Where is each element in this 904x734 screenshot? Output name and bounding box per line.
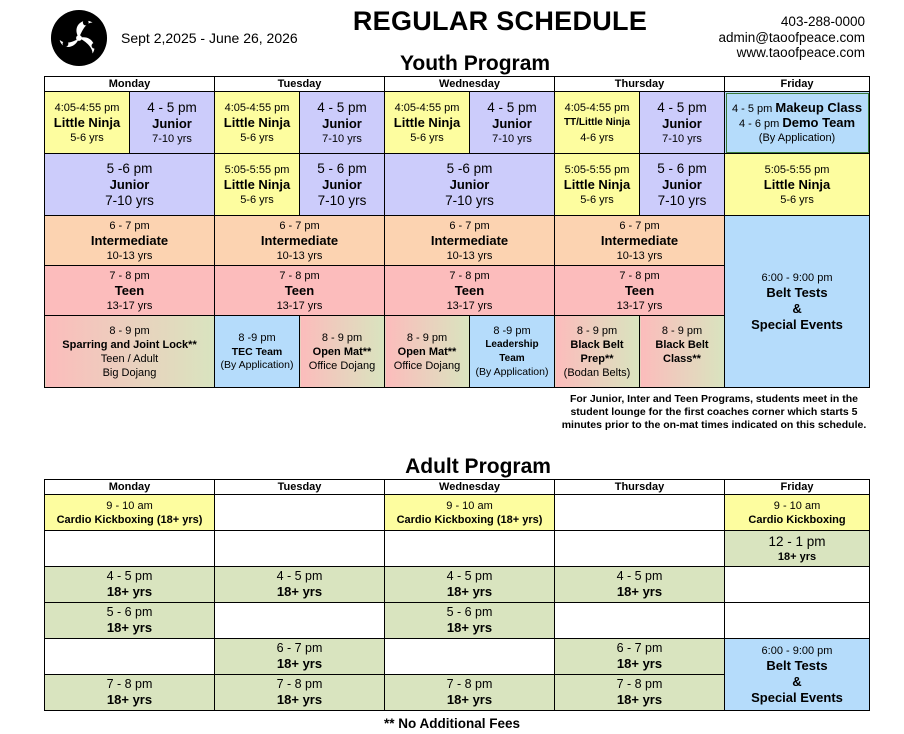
- class-time: 4 - 5 pm: [446, 569, 493, 583]
- class-time: 7 - 8 pm: [449, 269, 490, 282]
- email-link[interactable]: admin@taoofpeace.com: [718, 29, 865, 45]
- class-name: TT/Little Ninja: [563, 116, 631, 128]
- class-time: 9 - 10 am: [446, 499, 493, 512]
- class-name: Intermediate: [90, 232, 169, 248]
- class-age: 18+ yrs: [106, 584, 153, 599]
- class-name: Junior: [322, 115, 362, 131]
- class-name: Prep**: [580, 352, 614, 365]
- class-time: 12 - 1 pm: [768, 533, 826, 549]
- class-cell: [215, 675, 385, 711]
- class-cell: [555, 216, 725, 266]
- class-age: 18+ yrs: [616, 656, 663, 671]
- class-name: Belt Tests: [766, 657, 828, 673]
- class-time: 7 - 8 pm: [276, 677, 323, 691]
- youth-program-title: Youth Program: [399, 52, 551, 75]
- class-age: 18+ yrs: [777, 550, 817, 563]
- empty-cell: [215, 603, 385, 639]
- class-cell: [45, 603, 215, 639]
- class-time: 4:05-4:55 pm: [394, 101, 460, 114]
- class-cell: [385, 675, 555, 711]
- class-cell-friday-makeup: [725, 92, 870, 154]
- class-cell: [385, 216, 555, 266]
- class-name: Makeup Class: [775, 99, 863, 115]
- class-time: 4:05-4:55 pm: [564, 101, 630, 114]
- class-age: 5-6 yrs: [70, 131, 104, 144]
- day-header-wednesday: Wednesday: [385, 480, 555, 495]
- class-name: Open Mat**: [312, 345, 372, 358]
- class-cell: [555, 675, 725, 711]
- class-cell: [385, 266, 555, 316]
- class-age: 5-6 yrs: [240, 193, 274, 206]
- class-time: 9 - 10 am: [773, 499, 821, 512]
- class-name: &: [792, 300, 802, 316]
- class-cell: [45, 316, 215, 388]
- footer-note: ** No Additional Fees: [383, 716, 520, 731]
- class-name: Teen: [114, 282, 145, 298]
- class-age: 18+ yrs: [616, 584, 663, 599]
- class-time: 5 - 6 pm: [657, 160, 707, 176]
- friday-events-cell: [725, 639, 870, 711]
- empty-cell: [725, 567, 870, 603]
- class-age: 13-17 yrs: [106, 299, 153, 312]
- class-note: (Bodan Belts): [563, 366, 631, 379]
- class-age: 18+ yrs: [276, 692, 323, 707]
- class-name: Junior: [492, 115, 532, 131]
- class-age: 5-6 yrs: [240, 131, 274, 144]
- class-cell: [555, 639, 725, 675]
- class-time: 8 -9 pm: [493, 325, 531, 337]
- day-header-monday: Monday: [45, 77, 215, 92]
- class-age: 7-10 yrs: [152, 132, 192, 145]
- class-time: 4 - 5 pm: [317, 99, 367, 115]
- class-name: Little Ninja: [223, 176, 291, 192]
- class-note: (By Application): [758, 131, 836, 144]
- class-note: Teen / Adult: [100, 352, 159, 365]
- class-name: Open Mat**: [397, 345, 457, 358]
- class-cell: [45, 216, 215, 266]
- class-time: 4 - 5 pm: [147, 99, 197, 115]
- class-time: 6 - 7 pm: [619, 219, 660, 232]
- class-name: Junior: [322, 176, 362, 192]
- class-note: (By Application): [475, 366, 549, 378]
- class-age: 13-17 yrs: [276, 299, 323, 312]
- class-name: Leadership: [485, 339, 539, 350]
- class-name: Little Ninja: [563, 176, 631, 192]
- class-cell: [215, 154, 300, 216]
- class-time: 7 - 8 pm: [106, 677, 153, 691]
- class-age: 5-6 yrs: [410, 131, 444, 144]
- class-cell: [300, 316, 385, 388]
- class-name: Little Ninja: [53, 114, 121, 130]
- class-cell: [555, 92, 640, 154]
- empty-cell: [555, 495, 725, 531]
- class-age: 7-10 yrs: [317, 192, 367, 208]
- class-name: Junior: [109, 176, 150, 192]
- empty-cell: [45, 531, 215, 567]
- class-time: 8 - 9 pm: [661, 324, 703, 337]
- class-time: 5 - 6 pm: [106, 605, 153, 619]
- class-name: Intermediate: [600, 232, 679, 248]
- class-time: 8 - 9 pm: [406, 331, 448, 344]
- class-name: Cardio Kickboxing (18+ yrs): [396, 513, 543, 526]
- class-name: Special Events: [751, 689, 843, 705]
- class-location: Office Dojang: [308, 359, 376, 372]
- empty-cell: [45, 639, 215, 675]
- class-cell: [385, 316, 470, 388]
- empty-cell: [555, 603, 725, 639]
- class-age: 7-10 yrs: [492, 132, 532, 145]
- empty-cell: [215, 495, 385, 531]
- class-cell: [725, 154, 870, 216]
- day-header-monday: Monday: [45, 480, 215, 495]
- youth-schedule-table: [44, 76, 870, 388]
- class-location: Big Dojang: [102, 366, 157, 379]
- class-age: 18+ yrs: [276, 584, 323, 599]
- class-time: 7 - 8 pm: [279, 269, 320, 282]
- adult-schedule-table: [44, 479, 870, 711]
- class-age: 10-13 yrs: [616, 249, 663, 262]
- class-age: 13-17 yrs: [616, 299, 663, 312]
- class-time: 7 - 8 pm: [616, 677, 663, 691]
- class-time: 5 -6 pm: [106, 160, 153, 176]
- class-name: Cardio Kickboxing: [748, 513, 846, 526]
- class-name: Special Events: [751, 316, 843, 332]
- class-cell: [555, 154, 640, 216]
- day-header-thursday: Thursday: [555, 480, 725, 495]
- class-cell: [215, 316, 300, 388]
- day-header-friday: Friday: [725, 480, 870, 495]
- class-time: 4:05-4:55 pm: [54, 101, 120, 114]
- class-age: 4-6 yrs: [580, 131, 614, 144]
- class-cell: [555, 266, 725, 316]
- class-age: 7-10 yrs: [445, 192, 494, 208]
- friday-makeup-line: [725, 101, 869, 116]
- class-name: Teen: [624, 282, 655, 298]
- empty-cell: [555, 531, 725, 567]
- class-cell: [45, 266, 215, 316]
- class-cell: [300, 92, 385, 154]
- day-header-thursday: Thursday: [555, 77, 725, 92]
- class-time: 6:00 - 9:00 pm: [761, 644, 833, 657]
- class-cell: [470, 92, 555, 154]
- class-age: 10-13 yrs: [446, 249, 493, 262]
- friday-demo-line: [725, 116, 869, 131]
- spacer: [640, 366, 724, 380]
- class-cell: [555, 316, 640, 388]
- class-time: 7 - 8 pm: [446, 677, 493, 691]
- class-name: Black Belt: [570, 338, 624, 351]
- class-location: Office Dojang: [393, 359, 461, 372]
- class-note: (By Application): [220, 359, 294, 371]
- class-cell: [215, 266, 385, 316]
- class-cell: [385, 603, 555, 639]
- class-name: Little Ninja: [763, 176, 831, 192]
- class-name: Teen: [454, 282, 485, 298]
- class-time: 4 - 5 pm: [276, 569, 323, 583]
- class-time: 6 - 7 pm: [616, 641, 663, 655]
- class-time: 5:05-5:55 pm: [564, 163, 630, 176]
- class-time: 5 - 6 pm: [446, 605, 493, 619]
- class-cell: [640, 154, 725, 216]
- phone: 403-288-0000: [780, 14, 865, 29]
- class-time: 8 - 9 pm: [321, 331, 363, 344]
- day-header-wednesday: Wednesday: [385, 77, 555, 92]
- class-name: Sparring and Joint Lock**: [62, 338, 197, 351]
- class-cell: [385, 154, 555, 216]
- class-name: Belt Tests: [766, 284, 828, 300]
- class-age: 5-6 yrs: [580, 193, 614, 206]
- class-time: 6 - 7 pm: [276, 641, 323, 655]
- class-name: Teen: [284, 282, 315, 298]
- class-age: 13-17 yrs: [446, 299, 493, 312]
- class-cell: [555, 567, 725, 603]
- class-time: 4 - 5 pm: [657, 99, 707, 115]
- class-name: Black Belt: [655, 338, 709, 351]
- empty-cell: [385, 639, 555, 675]
- class-cell: [45, 154, 215, 216]
- class-cell: [45, 495, 215, 531]
- class-name: Junior: [449, 176, 490, 192]
- class-name: Junior: [152, 115, 192, 131]
- class-name: TEC Team: [231, 346, 283, 358]
- class-age: 10-13 yrs: [276, 249, 323, 262]
- class-cell: [385, 495, 555, 531]
- class-cell: [130, 92, 215, 154]
- class-name: Intermediate: [260, 232, 339, 248]
- class-cell: [215, 567, 385, 603]
- class-cell: [45, 92, 130, 154]
- class-age: 10-13 yrs: [106, 249, 153, 262]
- class-time: 6 - 7 pm: [449, 219, 490, 232]
- class-cell: [45, 675, 215, 711]
- class-time: 8 - 9 pm: [576, 324, 618, 337]
- class-time: 5:05-5:55 pm: [764, 163, 830, 176]
- class-name: Class**: [663, 352, 701, 365]
- class-time: 4 - 5 pm: [487, 99, 537, 115]
- class-age: 5-6 yrs: [780, 193, 814, 206]
- page-title-text: REGULAR SCHEDULE: [352, 6, 648, 36]
- class-cell: [470, 316, 555, 388]
- youth-note: For Junior, Inter and Teen Programs, students meet in the student lounge for the first coaches corner which starts 5 minutes prior to the on-mat times indicated on this schedule.: [561, 393, 867, 431]
- class-time: 6:00 - 9:00 pm: [761, 271, 833, 284]
- class-age: 18+ yrs: [446, 692, 493, 707]
- class-time: 5 -6 pm: [446, 160, 493, 176]
- friday-events-cell: [725, 216, 870, 388]
- class-time: 8 - 9 pm: [109, 324, 150, 337]
- class-cell: [45, 567, 215, 603]
- class-time: 6 - 7 pm: [109, 219, 150, 232]
- class-time: 8 -9 pm: [238, 332, 276, 344]
- class-time: 4 - 6 pm: [738, 117, 780, 130]
- date-range: Sept 2,2025 - June 26, 2026: [121, 30, 298, 46]
- day-header-friday: Friday: [725, 77, 870, 92]
- empty-cell: [385, 531, 555, 567]
- class-age: 18+ yrs: [446, 620, 493, 635]
- class-cell: [215, 639, 385, 675]
- adult-program-title: Adult Program: [405, 455, 551, 478]
- class-name: Junior: [662, 115, 702, 131]
- class-time: 4 - 5 pm: [106, 569, 153, 583]
- class-time: 4 - 5 pm: [731, 102, 773, 115]
- day-header-tuesday: Tuesday: [215, 480, 385, 495]
- class-cell: [385, 567, 555, 603]
- class-cell: [640, 92, 725, 154]
- empty-cell: [215, 531, 385, 567]
- class-age: 18+ yrs: [276, 656, 323, 671]
- class-name: Little Ninja: [393, 114, 461, 130]
- class-cell: [215, 216, 385, 266]
- class-name: Demo Team: [782, 114, 856, 130]
- class-time: 7 - 8 pm: [109, 269, 150, 282]
- class-cell: [725, 531, 870, 567]
- class-cell: [725, 495, 870, 531]
- class-time: 7 - 8 pm: [619, 269, 660, 282]
- class-name: Junior: [662, 176, 702, 192]
- class-time: 6 - 7 pm: [279, 219, 320, 232]
- class-time: 5:05-5:55 pm: [224, 163, 290, 176]
- class-name: Intermediate: [430, 232, 509, 248]
- day-header-tuesday: Tuesday: [215, 77, 385, 92]
- class-age: 18+ yrs: [616, 692, 663, 707]
- class-age: 7-10 yrs: [105, 192, 154, 208]
- class-name: Cardio Kickboxing (18+ yrs): [56, 513, 203, 526]
- class-age: 18+ yrs: [106, 620, 153, 635]
- class-age: 7-10 yrs: [662, 132, 702, 145]
- class-age: 18+ yrs: [106, 692, 153, 707]
- class-age: 7-10 yrs: [657, 192, 707, 208]
- website-link[interactable]: www.taoofpeace.com: [736, 45, 865, 60]
- class-cell: [300, 154, 385, 216]
- class-cell: [215, 92, 300, 154]
- class-name: Little Ninja: [223, 114, 291, 130]
- class-age: 18+ yrs: [446, 584, 493, 599]
- class-time: 9 - 10 am: [106, 499, 153, 512]
- class-name: Team: [499, 353, 525, 364]
- class-name: &: [792, 673, 802, 689]
- class-cell: [640, 316, 725, 388]
- class-time: 5 - 6 pm: [317, 160, 367, 176]
- class-time: 4:05-4:55 pm: [224, 101, 290, 114]
- class-time: 4 - 5 pm: [616, 569, 663, 583]
- empty-cell: [725, 603, 870, 639]
- class-age: 7-10 yrs: [322, 132, 362, 145]
- class-cell: [385, 92, 470, 154]
